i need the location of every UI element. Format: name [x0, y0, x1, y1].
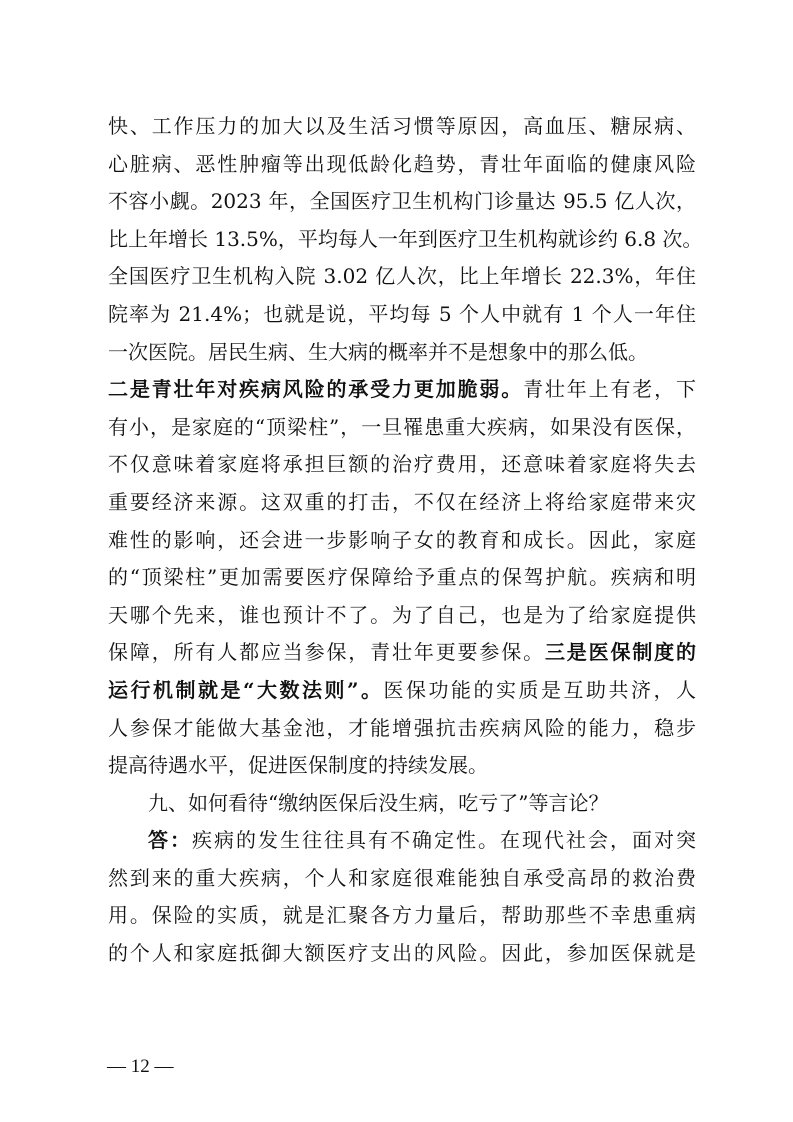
- point3-bold-start: 三是医保制度的: [544, 640, 697, 665]
- text-line: 不仅意味着家庭将承担巨额的治疗费用，还意味着家庭将失去: [108, 452, 696, 477]
- text-line: 心脏病、恶性肿瘤等出现低龄化趋势，青壮年面临的健康风险: [108, 151, 696, 176]
- text-line: [108, 634, 696, 672]
- text-line: 比上年增长 13.5%，平均每人一年到医疗卫生机构就诊约 6.8 次。: [108, 226, 703, 251]
- point2-end: 保障，所有人都应当参保，青壮年更要参保。: [108, 640, 545, 665]
- point2-bold: 二是青壮年对疾病风险的承受力更加脆弱。: [108, 377, 524, 402]
- text-line: 有小，是家庭的“顶梁柱”，一旦罹患重大疾病，如果没有医保，: [108, 414, 696, 439]
- body-text: [108, 108, 703, 973]
- text-line: 快、工作压力的加大以及生活习惯等原因，高血压、糖尿病、: [108, 114, 696, 138]
- text-line: 的“顶梁柱”更加需要医疗保障给予重点的保驾护航。疾病和明: [108, 565, 696, 590]
- text-line: 重要经济来源。这双重的打击，不仅在经济上将给家庭带来灾: [108, 489, 696, 514]
- point3-rest: 医保功能的实质是互助共济，人: [383, 677, 696, 702]
- text-line: [108, 822, 696, 860]
- text-line: 一次医院。居民生病、生大病的概率并不是想象中的那么低。: [108, 339, 648, 364]
- answer-label: 答：: [148, 828, 192, 853]
- text-line: 用。保险的实质，就是汇聚各方力量后，帮助那些不幸患重病: [108, 903, 696, 928]
- page-number: — 12 —: [107, 1056, 174, 1077]
- text-line: 全国医疗卫生机构入院 3.02 亿人次，比上年增长 22.3%，年住: [108, 264, 696, 289]
- point3-bold-end: 运行机制就是“大数法则”。: [108, 677, 384, 702]
- text-line: 难性的影响，还会进一步影响子女的教育和成长。因此，家庭: [108, 527, 696, 552]
- point2-rest: 青壮年上有老，下: [523, 377, 697, 402]
- text-line: [108, 672, 696, 710]
- text-line: 不容小觑。2023 年，全国医疗卫生机构门诊量达 95.5 亿人次，: [108, 189, 696, 214]
- answer-first: 疾病的发生往往具有不确定性。在现代社会，面对突: [192, 828, 696, 853]
- text-line: 人参保才能做大基金池，才能增强抗击疾病风险的能力，稳步: [108, 715, 696, 740]
- section-heading-9: 九、如何看待“缴纳医保后没生病，吃亏了”等言论？: [148, 790, 609, 815]
- text-line: 的个人和家庭抵御大额医疗支出的风险。因此，参加医保就是: [108, 941, 696, 966]
- text-line: [108, 371, 696, 409]
- text-line: 然到来的重大疾病，个人和家庭很难能独自承受高昂的救治费: [108, 865, 696, 890]
- text-line: 提高待遇水平，促进医保制度的持续发展。: [108, 753, 488, 778]
- text-line: 院率为 21.4%；也就是说，平均每 5 个人中就有 1 个人一年住: [108, 301, 696, 326]
- text-line: 天哪个先来，谁也预计不了。为了自己，也是为了给家庭提供: [108, 602, 696, 627]
